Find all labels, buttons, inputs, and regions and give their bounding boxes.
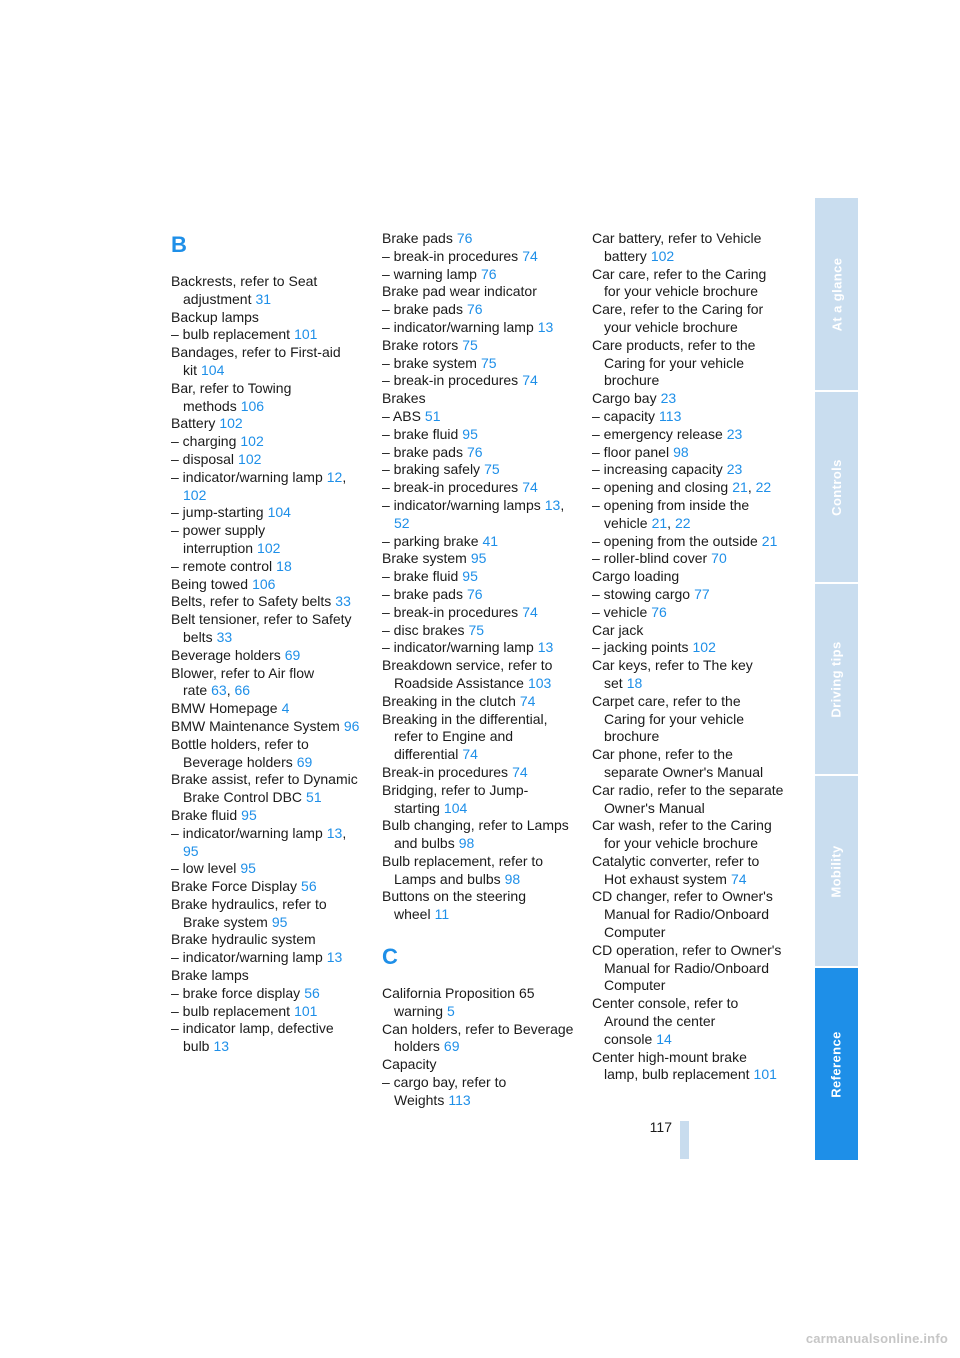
index-entry xyxy=(171,433,363,451)
page-link[interactable]: 102 xyxy=(238,450,262,467)
entry-text: – brake pads xyxy=(382,443,463,460)
index-entry xyxy=(171,380,363,416)
index-entry xyxy=(171,807,363,825)
index-entry xyxy=(592,533,784,551)
page-link[interactable]: 51 xyxy=(306,789,322,806)
index-entry xyxy=(382,248,574,266)
entry-text: – floor panel xyxy=(592,443,670,460)
tab-label: Controls xyxy=(829,458,844,516)
entry-text: – indicator/warning lamp xyxy=(382,318,534,335)
page-link[interactable]: 21 xyxy=(732,479,748,496)
index-entry xyxy=(382,586,574,604)
page-link[interactable]: 95 xyxy=(241,806,257,823)
index-entry xyxy=(592,782,784,818)
index-entry xyxy=(592,746,784,782)
page-link[interactable]: 31 xyxy=(255,290,272,307)
page-link[interactable]: 74 xyxy=(522,247,538,264)
entry-text: Breaking in the differential, refer to Engine and differential xyxy=(382,710,548,763)
entry-text: Brake lamps xyxy=(171,967,249,984)
entry-text: Brake system xyxy=(382,550,467,567)
index-entry xyxy=(382,764,574,782)
entry-text: Brake rotors xyxy=(382,336,459,353)
index-entry xyxy=(382,533,574,551)
entry-text: Blower, refer to Air flow rate xyxy=(171,664,315,699)
tab-mobility[interactable] xyxy=(815,776,858,966)
index-entry xyxy=(171,576,363,594)
index-entry xyxy=(171,718,363,736)
index-entry xyxy=(171,931,363,949)
page-link[interactable]: 75 xyxy=(484,461,500,478)
entry-text: – brake pads xyxy=(382,585,463,602)
index-entry xyxy=(592,230,784,266)
index-entry xyxy=(592,995,784,1048)
entry-text: – emergency release xyxy=(592,425,723,442)
page-link[interactable]: 21 xyxy=(651,514,668,531)
index-entry xyxy=(382,319,574,337)
entry-text: – break-in procedures xyxy=(382,372,519,389)
tab-label: Reference xyxy=(829,1030,844,1098)
entry-text: Bottle holders, refer to Beverage holders xyxy=(171,735,309,770)
page-link[interactable]: 56 xyxy=(301,878,317,895)
index-entry xyxy=(171,1003,363,1021)
index-entry xyxy=(592,444,784,462)
entry-text: Car radio, refer to the separate Owner's Manual xyxy=(592,781,784,816)
entry-text: – brake system xyxy=(382,354,477,371)
index-entry xyxy=(382,408,574,426)
index-entry xyxy=(382,604,574,622)
page-link[interactable]: 75 xyxy=(468,621,485,638)
page-link[interactable]: 23 xyxy=(726,425,743,442)
page-link[interactable]: 75 xyxy=(480,354,497,371)
entry-text: Care, refer to the Caring for your vehicle brochure xyxy=(592,301,764,335)
page-link[interactable]: 13 xyxy=(213,1038,230,1055)
entry-text: – break-in procedures xyxy=(382,603,519,620)
entry-text: CD changer, refer to Owner's Manual for Radio/Onboard Computer xyxy=(592,888,773,941)
page-link[interactable]: 41 xyxy=(482,532,499,549)
entry-text: Car wash, refer to the Caring for your vehicle brochure xyxy=(592,817,772,852)
entry-text: – disc brakes xyxy=(382,621,465,638)
page-link[interactable]: 98 xyxy=(673,443,689,460)
entry-text: Brake fluid xyxy=(171,806,238,823)
index-entry xyxy=(382,985,574,1021)
page-link[interactable]: 113 xyxy=(448,1091,471,1108)
entry-text: – break-in procedures xyxy=(382,479,519,496)
index-entry xyxy=(592,408,784,426)
index-entry xyxy=(171,860,363,878)
entry-text: – brake fluid xyxy=(382,568,459,585)
entry-text: Cargo bay xyxy=(592,390,657,407)
tab-label: Mobility xyxy=(829,844,844,898)
entry-text: – low level xyxy=(171,860,237,877)
section-letter: C xyxy=(382,944,398,970)
page-link[interactable]: 70 xyxy=(711,550,727,567)
page-link[interactable]: 11 xyxy=(434,906,450,923)
page-link[interactable]: 102 xyxy=(240,433,264,450)
entry-text: Battery xyxy=(171,415,216,432)
entry-text: Bar, refer to Towing methods xyxy=(171,379,292,414)
entry-text: Break-in procedures xyxy=(382,763,509,780)
page-link[interactable]: 69 xyxy=(296,753,313,770)
index-entry xyxy=(171,522,363,558)
index-entry xyxy=(592,693,784,746)
page-link[interactable]: 95 xyxy=(271,913,288,930)
page-link[interactable]: 69 xyxy=(284,646,301,663)
page-link[interactable]: 95 xyxy=(462,425,478,442)
index-entry xyxy=(171,344,363,380)
page-link[interactable]: 51 xyxy=(424,407,441,424)
page-link[interactable]: 74 xyxy=(462,746,478,763)
page-link[interactable]: 69 xyxy=(443,1038,460,1055)
entry-text: Bulb changing, refer to Lamps and bulbs xyxy=(382,817,569,852)
page-link[interactable]: 56 xyxy=(304,984,320,1001)
footer-watermark: carmanualsonline.info xyxy=(805,1331,948,1346)
page-link[interactable]: 66 xyxy=(234,682,251,699)
index-entry xyxy=(592,461,784,479)
tab-driving-tips[interactable] xyxy=(815,584,858,774)
index-entry: – opening from inside the vehicle 21, 22 xyxy=(592,496,750,531)
index-entry xyxy=(171,967,363,985)
entry-text: – indicator/warning lamps xyxy=(382,496,541,513)
page-link[interactable]: 101 xyxy=(753,1066,777,1083)
entry-text: Car battery, refer to Vehicle battery xyxy=(592,230,762,264)
page-link[interactable]: 102 xyxy=(219,415,243,432)
entry-text: CD operation, refer to Owner's Manual for Radio/Onboard Computer xyxy=(592,941,782,994)
index-entry xyxy=(171,949,363,967)
entry-text: Car care, refer to the Caring for your vehicle brochure xyxy=(592,265,767,300)
index-entry xyxy=(171,558,363,576)
index-entry xyxy=(171,771,363,807)
page-link[interactable]: 74 xyxy=(522,372,538,389)
index-entry xyxy=(382,479,574,497)
index-entry xyxy=(382,657,574,693)
index-entry: – indicator/warning lamps 13, 52 xyxy=(382,496,565,531)
entry-text: – opening and closing xyxy=(592,479,729,496)
entry-text: – jacking points xyxy=(592,639,689,656)
entry-text: Capacity xyxy=(382,1056,437,1073)
page-link[interactable]: 76 xyxy=(466,443,483,460)
page-link[interactable]: 76 xyxy=(456,230,473,246)
page-link[interactable]: 103 xyxy=(527,674,552,691)
page-link[interactable]: 74 xyxy=(519,692,536,709)
index-entry xyxy=(592,888,784,941)
index-entry xyxy=(382,372,574,390)
entry-text: Car jack xyxy=(592,621,644,638)
entry-text: Brakes xyxy=(382,390,426,407)
index-entry xyxy=(382,1056,574,1074)
entry-text: – parking brake xyxy=(382,532,479,549)
index-entry xyxy=(382,888,574,924)
entry-text: – ABS xyxy=(382,407,421,424)
page-link[interactable]: 74 xyxy=(522,479,538,496)
index-entry xyxy=(382,461,574,479)
entry-text: – indicator/warning lamp xyxy=(171,468,323,485)
page-link[interactable]: 74 xyxy=(512,763,528,780)
page-link[interactable]: 18 xyxy=(626,674,643,691)
index-entry xyxy=(382,337,574,355)
index-entry xyxy=(382,444,574,462)
index-entry xyxy=(382,782,574,818)
index-entry xyxy=(592,301,784,337)
page-link[interactable]: 95 xyxy=(183,842,199,859)
index-entry xyxy=(382,711,574,764)
page-link[interactable]: 113 xyxy=(659,407,682,424)
index-column-3 xyxy=(592,230,784,1084)
entry-text: Bulb replacement, refer to Lamps and bulbs xyxy=(382,852,544,887)
page-link[interactable]: 33 xyxy=(335,593,351,610)
entry-text: Belt tensioner, refer to Safety belts xyxy=(171,611,352,645)
index-entry xyxy=(592,390,784,408)
tab-controls[interactable] xyxy=(815,392,858,582)
entry-text: Breaking in the clutch xyxy=(382,692,516,709)
entry-text: Brake pad wear indicator xyxy=(382,283,537,300)
entry-text: Backrests, refer to Seat adjustment xyxy=(171,273,318,307)
page-link[interactable]: 74 xyxy=(522,603,538,620)
index-entry xyxy=(592,604,784,622)
page-link[interactable]: 21 xyxy=(761,532,778,549)
entry-text: – capacity xyxy=(592,407,656,424)
index-entry xyxy=(171,273,363,309)
index-entry xyxy=(171,451,363,469)
page-link[interactable]: 13 xyxy=(326,824,343,841)
page-link[interactable]: 95 xyxy=(240,860,256,877)
page-number-bar xyxy=(680,1121,689,1159)
index-entry xyxy=(171,1020,363,1056)
entry-text: Center high-mount brake lamp, bulb replacement xyxy=(592,1048,750,1083)
index-entry xyxy=(382,1021,574,1057)
index-entry xyxy=(171,647,363,665)
index-entry xyxy=(382,1074,574,1110)
index-entry xyxy=(382,817,574,853)
page-link[interactable]: 13 xyxy=(326,949,343,966)
entry-text: Car keys, refer to The key set xyxy=(592,657,753,691)
entry-text: – bulb replacement xyxy=(171,326,291,343)
tab-at-a-glance[interactable] xyxy=(815,198,858,390)
entry-text: BMW Homepage xyxy=(171,700,278,717)
page-link[interactable]: 13 xyxy=(537,639,554,656)
page-link[interactable]: 101 xyxy=(294,1002,318,1019)
page-link[interactable]: 22 xyxy=(755,479,772,496)
entry-text: California Proposition 65 warning xyxy=(382,985,535,1019)
page-link[interactable]: 52 xyxy=(394,514,410,531)
entry-text: Being towed xyxy=(171,575,249,592)
entry-text: – increasing capacity xyxy=(592,461,723,478)
entry-text: Center console, refer to Around the center console xyxy=(592,995,739,1047)
entry-text: Brake pads xyxy=(382,230,453,246)
index-entry: Blower, refer to Air flow rate 63, 66 xyxy=(171,664,315,699)
page-link[interactable]: 95 xyxy=(462,568,478,585)
index-entry xyxy=(171,700,363,718)
entry-text: – cargo bay, refer to Weights xyxy=(382,1074,507,1108)
page-link[interactable]: 14 xyxy=(656,1030,672,1047)
page-link[interactable]: 13 xyxy=(544,496,561,513)
entry-text: Brake hydraulic system xyxy=(171,931,316,948)
page-link[interactable]: 102 xyxy=(257,539,281,556)
index-entry xyxy=(382,693,574,711)
entry-text: Bandages, refer to First-aid kit xyxy=(171,344,341,378)
page-link[interactable]: 76 xyxy=(480,265,497,282)
entry-text: Buttons on the steering wheel xyxy=(382,888,526,923)
page-link[interactable]: 63 xyxy=(211,682,227,699)
index-entry xyxy=(171,611,363,647)
entry-text: Car phone, refer to the separate Owner's Manual xyxy=(592,746,764,780)
entry-text: – brake pads xyxy=(382,301,463,318)
entry-text: – charging xyxy=(171,433,237,450)
page-link[interactable]: 102 xyxy=(692,639,716,656)
entry-text: – roller-blind cover xyxy=(592,550,708,567)
tab-reference[interactable] xyxy=(815,968,858,1160)
entry-text: BMW Maintenance System xyxy=(171,717,340,734)
index-entry xyxy=(382,568,574,586)
page-link[interactable]: 75 xyxy=(462,336,478,353)
entry-text: – disposal xyxy=(171,450,235,467)
page-link[interactable]: 96 xyxy=(343,717,360,734)
section-tabs xyxy=(815,198,858,1160)
entry-text: – indicator/warning lamp xyxy=(382,639,534,656)
index-entry xyxy=(592,817,784,853)
index-entry xyxy=(171,985,363,1003)
index-entry xyxy=(592,568,784,586)
page-link[interactable]: 104 xyxy=(201,361,225,378)
entry-text: Carpet care, refer to the Caring for your vehicle brochure xyxy=(592,692,745,745)
entry-text: Backup lamps xyxy=(171,308,259,325)
entry-text: – remote control xyxy=(171,557,273,574)
page-link[interactable]: 22 xyxy=(674,514,691,531)
index-entry xyxy=(592,657,784,693)
page-link[interactable]: 4 xyxy=(281,700,290,717)
page-link[interactable]: 98 xyxy=(458,835,475,852)
page-link[interactable]: 106 xyxy=(240,397,265,414)
index-entry xyxy=(171,896,363,932)
index-column-1 xyxy=(171,230,363,1056)
entry-text: Belts, refer to Safety belts xyxy=(171,593,332,610)
index-entry xyxy=(382,390,574,408)
page-link[interactable]: 76 xyxy=(466,585,483,602)
index-entry xyxy=(382,426,574,444)
entry-text: – brake fluid xyxy=(382,425,459,442)
index-entry xyxy=(382,853,574,889)
entry-text: Breakdown service, refer to Roadside Assistance xyxy=(382,657,553,691)
index-entry xyxy=(171,326,363,344)
section-letter: B xyxy=(171,232,187,257)
page-link[interactable]: 104 xyxy=(443,799,468,816)
index-entry xyxy=(171,736,363,772)
index-entry xyxy=(171,415,363,433)
page-link[interactable]: 104 xyxy=(267,504,291,521)
index-entry: – indicator/warning lamp 13, 95 xyxy=(171,824,347,859)
page-link[interactable]: 106 xyxy=(252,575,276,592)
entry-text: – opening from the outside xyxy=(592,532,758,549)
entry-text: Brake Force Display xyxy=(171,878,298,895)
page-link[interactable]: 33 xyxy=(216,628,233,645)
index-entry xyxy=(592,426,784,444)
entry-text: Catalytic converter, refer to Hot exhaust system xyxy=(592,852,760,887)
entry-text: – warning lamp xyxy=(382,265,477,282)
entry-text: Care products, refer to the Caring for your vehicle brochure xyxy=(592,336,756,389)
entry-text: – braking safely xyxy=(382,461,481,478)
page-link[interactable]: 98 xyxy=(504,870,521,887)
page-number: 117 xyxy=(649,1119,672,1135)
index-entry xyxy=(382,266,574,284)
index-entry xyxy=(592,266,784,302)
entry-text: – opening from inside the vehicle xyxy=(592,496,750,531)
index-entry xyxy=(592,853,784,889)
index-entry xyxy=(592,550,784,568)
entry-text: – jump-starting xyxy=(171,504,264,521)
index-entry xyxy=(592,639,784,657)
index-entry xyxy=(171,504,363,522)
page-link[interactable]: 95 xyxy=(470,550,487,567)
entry-text: – indicator/warning lamp xyxy=(171,949,323,966)
footer xyxy=(0,1330,960,1348)
page-link[interactable]: 102 xyxy=(183,486,207,503)
entry-text: Cargo loading xyxy=(592,568,680,585)
index-entry xyxy=(171,878,363,896)
index-entry xyxy=(592,586,784,604)
entry-text: – stowing cargo xyxy=(592,585,691,602)
index-entry xyxy=(592,1049,784,1085)
page-link[interactable]: 18 xyxy=(276,557,292,574)
index-entry xyxy=(382,230,574,248)
index-entry: – opening and closing 21, 22 xyxy=(592,479,772,496)
index-entry xyxy=(592,622,784,640)
page-link[interactable]: 76 xyxy=(651,603,667,620)
page-link[interactable]: 13 xyxy=(537,318,554,335)
index-entry xyxy=(382,355,574,373)
index-entry xyxy=(382,283,574,301)
page-link[interactable]: 5 xyxy=(447,1002,455,1019)
entry-text: – indicator/warning lamp xyxy=(171,824,323,841)
index-entry xyxy=(592,337,784,390)
page-link[interactable]: 101 xyxy=(294,326,318,343)
page-link[interactable]: 76 xyxy=(466,301,483,318)
index-entry xyxy=(382,622,574,640)
entry-text: Can holders, refer to Beverage holders xyxy=(382,1020,574,1055)
entry-text: – brake force display xyxy=(171,984,301,1001)
index-entry xyxy=(382,550,574,568)
entry-text: Beverage holders xyxy=(171,646,281,663)
page-link[interactable]: 74 xyxy=(730,870,747,887)
entry-text: Brake hydraulics, refer to Brake system xyxy=(171,895,327,930)
entry-text: – indicator lamp, defective bulb xyxy=(171,1020,334,1055)
entry-text: – bulb replacement xyxy=(171,1002,291,1019)
page-link[interactable]: 102 xyxy=(650,247,675,264)
index-entry: – indicator/warning lamp 12, 102 xyxy=(171,468,347,503)
page-link[interactable]: 23 xyxy=(726,461,743,478)
index-entry xyxy=(171,309,363,327)
entry-text: – power supply interruption xyxy=(171,522,266,556)
index-entry xyxy=(171,593,363,611)
page-link[interactable]: 12 xyxy=(326,468,343,485)
entry-text: Brake assist, refer to Dynamic Brake Control DBC xyxy=(171,771,358,806)
page-link[interactable]: 77 xyxy=(694,585,710,602)
index-entry xyxy=(382,301,574,319)
entry-text: – break-in procedures xyxy=(382,247,519,264)
tab-label: At a glance xyxy=(829,257,845,331)
index-entry xyxy=(382,639,574,657)
index-entry xyxy=(592,942,784,995)
tab-label: Driving tips xyxy=(829,640,844,718)
entry-text: – vehicle xyxy=(592,603,648,620)
index-column-2 xyxy=(382,230,574,1110)
page-link[interactable]: 23 xyxy=(660,390,677,407)
entry-text: Bridging, refer to Jump-starting xyxy=(382,781,529,816)
